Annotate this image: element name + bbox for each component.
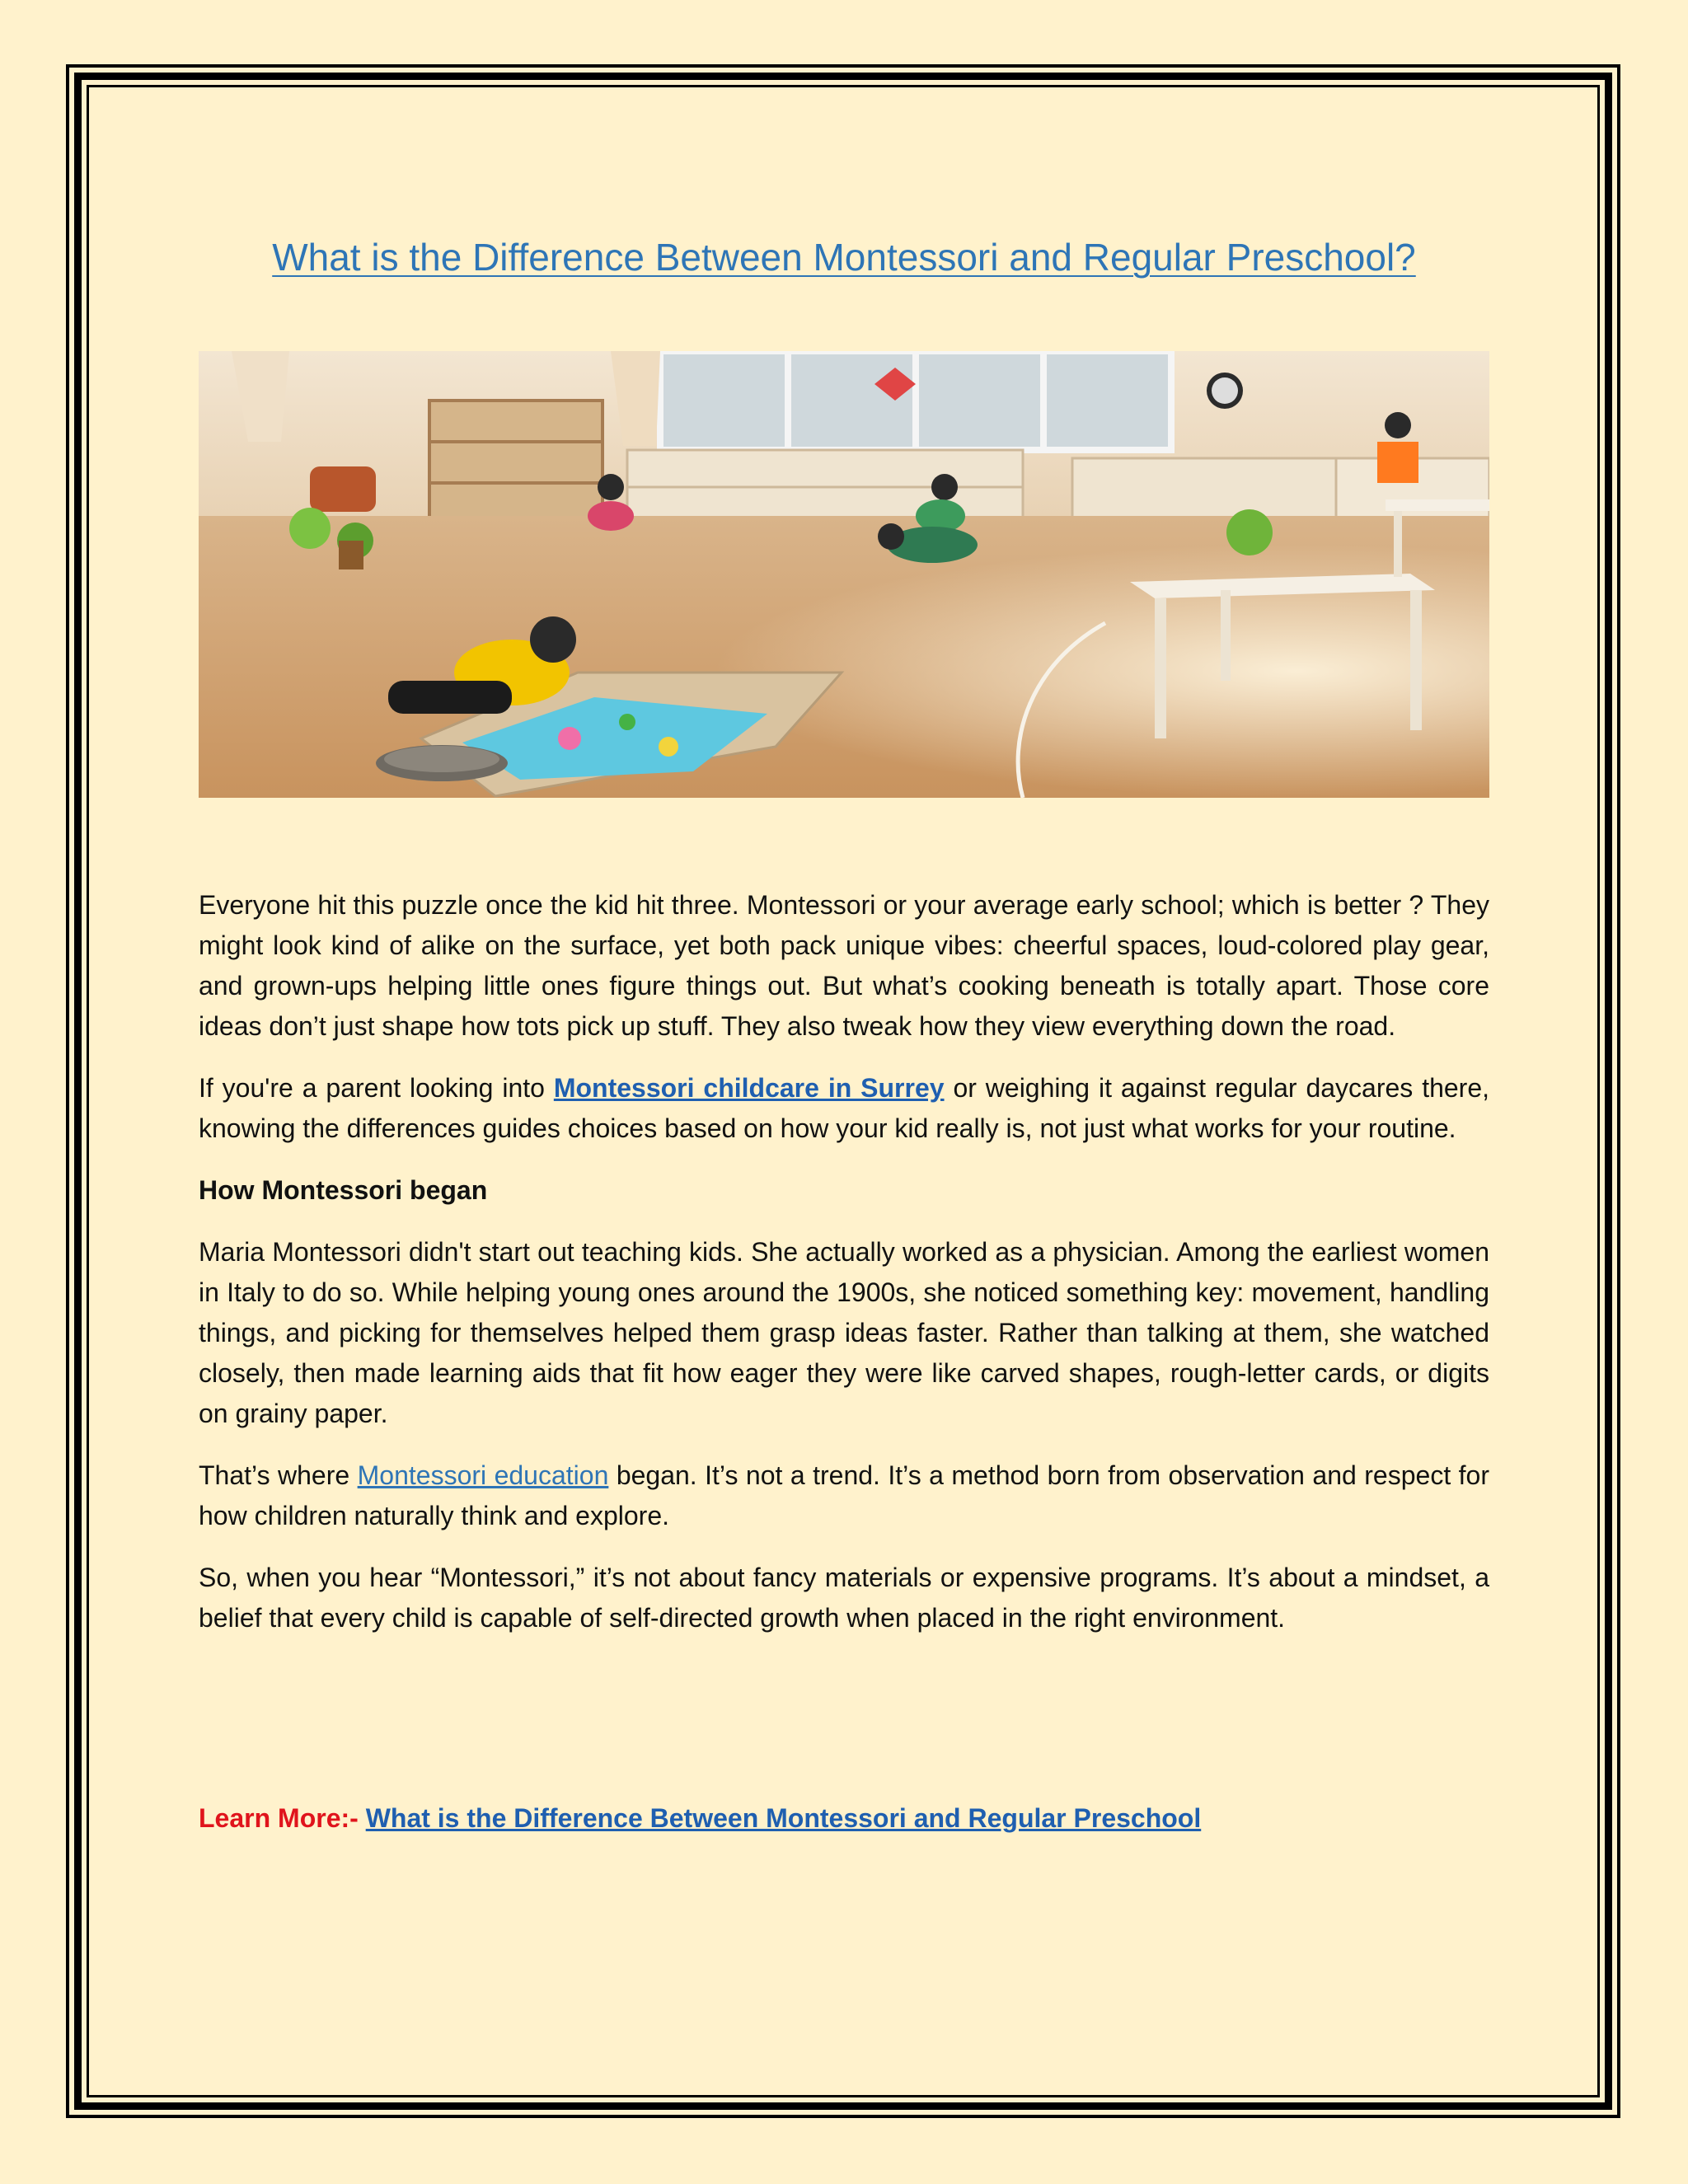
hero-image bbox=[199, 351, 1489, 798]
paragraph-surrey bbox=[199, 1068, 1489, 1149]
montessori-education-link[interactable]: Montessori education bbox=[357, 1460, 609, 1490]
learn-more-line bbox=[199, 1798, 1201, 1839]
paragraph-history: Maria Montessori didn't start out teaching kids. She actually worked as a physician. Among the earliest women in Italy to do so. While helping young ones around the 1900s, she noticed something key: movement, handling things, and picking for themselves helped them grasp ideas faster. Rather than talking at them, she watched closely, then made learning aids that fit how eager they were like carved shapes, rough-letter cards, or digits on grainy paper. bbox=[199, 1237, 1489, 1428]
paragraph-education-before: That’s where bbox=[199, 1460, 358, 1490]
paragraph-surrey-before: If you're a parent looking into bbox=[199, 1073, 554, 1103]
classroom-photo bbox=[199, 351, 1489, 798]
section-heading-how-montessori-began: How Montessori began bbox=[199, 1175, 488, 1205]
paragraph-education bbox=[199, 1455, 1489, 1536]
learn-more-link[interactable]: What is the Difference Between Montessori and Regular Preschool bbox=[365, 1803, 1202, 1833]
document-title[interactable]: What is the Difference Between Montessori and Regular Preschool? bbox=[272, 236, 1416, 279]
paragraph-education-after: began. It’s not a trend. It’s a method born from observation and respect for how children naturally think and explore. bbox=[199, 1460, 1489, 1530]
paragraph-surrey-after: or weighing it against regular daycares there, knowing the differences guides choices based on how your kid really is, not just what works for your routine. bbox=[199, 1073, 1490, 1143]
paragraph-mindset: So, when you hear “Montessori,” it’s not about fancy materials or expensive programs. It’s about a mindset, a belief that every child is capable of self-directed growth when placed in the right environment. bbox=[199, 1563, 1489, 1633]
learn-more-label: Learn More:- bbox=[199, 1803, 359, 1833]
paragraph-intro: Everyone hit this puzzle once the kid hit three. Montessori or your average early school; which is better ? They might look kind of alike on the surface, yet both pack unique vibes: cheerful spaces, loud-colored play gear, and grown-ups helping little ones figure things out. But what’s cooking beneath is totally apart. Those core ideas don’t just shape how tots pick up stuff. They also tweak how they view everything down the road. bbox=[199, 890, 1489, 1041]
montessori-childcare-surrey-link[interactable]: Montessori childcare in Surrey bbox=[553, 1073, 945, 1103]
article-body bbox=[199, 885, 1489, 1660]
